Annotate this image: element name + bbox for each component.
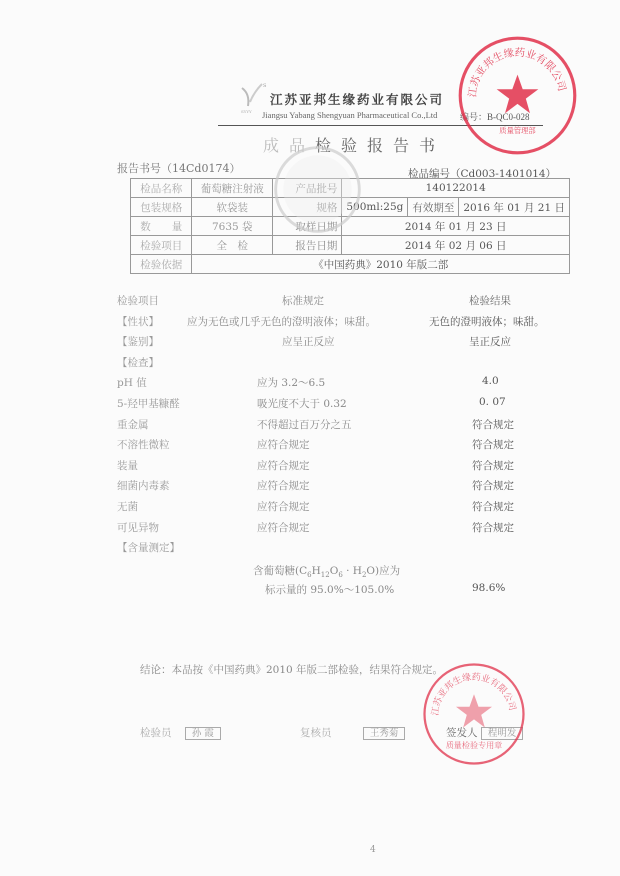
- company-seal-bottom-icon: [420, 660, 528, 768]
- value-test-items: 全 检: [192, 236, 273, 255]
- table-row: [131, 236, 570, 255]
- company-name-en: Jiangsu Yabang Shengyuan Pharmaceutical Co.,Ltd: [262, 110, 438, 120]
- value-report-date: 2014 年 02 月 06 日: [342, 236, 570, 255]
- label-product-name: 检品名称: [131, 179, 192, 198]
- item-standard: 应符合规定: [257, 480, 310, 493]
- item-standard: 吸光度不大于 0.32: [257, 397, 347, 410]
- header-standard: 标准规定: [282, 295, 324, 307]
- list-item: [117, 540, 577, 561]
- issuer-label: 签发人: [446, 727, 478, 739]
- reviewer-label: 复核员: [300, 727, 332, 739]
- assay-formula: 含葡萄糖$(C_6H_{12}O_6 \cdot H_2O)$应为: [253, 565, 401, 580]
- list-item: [117, 520, 577, 541]
- list-item: [117, 478, 577, 499]
- value-sampling-date: 2014 年 01 月 23 日: [342, 217, 570, 236]
- value-package: 软袋装: [192, 198, 273, 217]
- document-code: 编号：B-QC0-028: [460, 112, 530, 122]
- item-result: 符合规定: [472, 418, 514, 431]
- item-result: 符合规定: [472, 459, 514, 472]
- inspector-signature: [140, 725, 221, 740]
- label-quantity: 数 量: [131, 217, 192, 236]
- list-item: [117, 314, 577, 335]
- value-product-name: 葡萄糖注射液: [192, 179, 273, 198]
- item-result: 无色的澄明液体；味甜。: [429, 315, 545, 328]
- value-batch-no: 140122014: [342, 179, 570, 198]
- item-result: 符合规定: [472, 500, 514, 513]
- company-seal-top-icon: [455, 33, 580, 158]
- item-standard: 应为 3.2～6.5: [257, 377, 326, 390]
- title-main: 检验报告书: [315, 136, 446, 155]
- sample-number: 检品编号（Cd003-1401014）: [408, 168, 557, 180]
- item-name: 【含量测定】: [117, 542, 180, 555]
- item-name: 【性状】: [117, 315, 159, 328]
- company-name-cn: 江苏亚邦生缘药业有限公司: [270, 92, 445, 107]
- list-item: [117, 355, 577, 376]
- report-number: 报告书号（14Cd0174）: [117, 162, 241, 175]
- item-name: 装量: [117, 459, 138, 472]
- svg-text:S: S: [263, 83, 267, 89]
- gray-seal-icon: [270, 142, 365, 237]
- svg-text:质量检验专用章: 质量检验专用章: [445, 740, 503, 751]
- page-mark: 4: [370, 845, 376, 855]
- reviewer-signature: [300, 725, 405, 740]
- item-name: 细菌内毒素: [117, 480, 170, 493]
- item-name: 重金属: [117, 418, 149, 431]
- title-prefix: 成品: [263, 136, 316, 155]
- inspector-name: 孙 霞: [185, 727, 221, 740]
- svg-text:江苏亚邦生缘药业有限公司: 江苏亚邦生缘药业有限公司: [466, 46, 568, 98]
- results-header: [117, 293, 577, 314]
- header-item: 检验项目: [117, 295, 159, 307]
- item-name: 【鉴别】: [117, 336, 159, 349]
- item-standard: 应符合规定: [257, 439, 310, 452]
- item-standard: 应符合规定: [257, 500, 310, 513]
- item-name: 无菌: [117, 500, 138, 513]
- value-spec: 500ml:25g: [342, 198, 408, 217]
- list-item: [117, 417, 577, 438]
- value-test-basis: 《中国药典》2010 年版二部: [192, 255, 570, 274]
- company-logo-icon: [236, 78, 272, 114]
- header-result: 检验结果: [469, 295, 511, 307]
- list-item: [117, 499, 577, 520]
- svg-text:江苏亚邦生缘药业有限公司: 江苏亚邦生缘药业有限公司: [430, 672, 517, 717]
- item-result: 符合规定: [472, 439, 514, 452]
- label-batch-no: 产品批号: [273, 179, 342, 198]
- list-item: [117, 334, 577, 355]
- item-standard: 不得超过百万分之五: [257, 418, 352, 431]
- item-name: pH 值: [117, 377, 147, 390]
- item-name: 5-羟甲基糠醛: [117, 397, 180, 410]
- label-spec: 规格: [273, 198, 342, 217]
- list-item: [117, 458, 577, 479]
- value-quantity: 7635 袋: [192, 217, 273, 236]
- item-name: 不溶性微粒: [117, 439, 170, 452]
- list-item: [117, 396, 577, 417]
- label-expiry: 有效期至: [408, 198, 459, 217]
- svg-text:质量管理部: 质量管理部: [499, 126, 536, 135]
- svg-text:SYYY: SYYY: [241, 109, 252, 114]
- test-results-list: [117, 293, 577, 561]
- conclusion-text: 结论：本品按《中国药典》2010 年版二部检验，结果符合规定。: [140, 664, 444, 676]
- assay-result: 98.6%: [472, 582, 506, 594]
- item-standard: 应呈正反应: [282, 336, 335, 349]
- table-row: [131, 255, 570, 274]
- label-report-date: 报告日期: [273, 236, 342, 255]
- item-standard: 应为无色或几乎无色的澄明液体；味甜。: [187, 315, 376, 328]
- item-name: 【检查】: [117, 356, 159, 369]
- assay-range: 标示量的 95.0%～105.0%: [265, 584, 395, 596]
- label-test-basis: 检验依据: [131, 255, 192, 274]
- list-item: [117, 437, 577, 458]
- item-name: 可见异物: [117, 521, 159, 534]
- item-standard: 应符合规定: [257, 459, 310, 472]
- label-package: 包装规格: [131, 198, 192, 217]
- label-sampling-date: 取样日期: [273, 217, 342, 236]
- reviewer-name: 王秀菊: [363, 727, 406, 740]
- item-result: 符合规定: [472, 521, 514, 534]
- list-item: [117, 375, 577, 396]
- item-result: 呈正反应: [469, 336, 511, 349]
- inspector-label: 检验员: [140, 727, 172, 739]
- label-test-items: 检验项目: [131, 236, 192, 255]
- item-standard: 应符合规定: [257, 521, 310, 534]
- issuer-name: 程明发: [481, 727, 524, 740]
- item-result: 0. 07: [479, 395, 506, 408]
- item-result: 4.0: [482, 375, 499, 388]
- item-result: 符合规定: [472, 480, 514, 493]
- value-expiry: 2016 年 01 月 21 日: [459, 198, 570, 217]
